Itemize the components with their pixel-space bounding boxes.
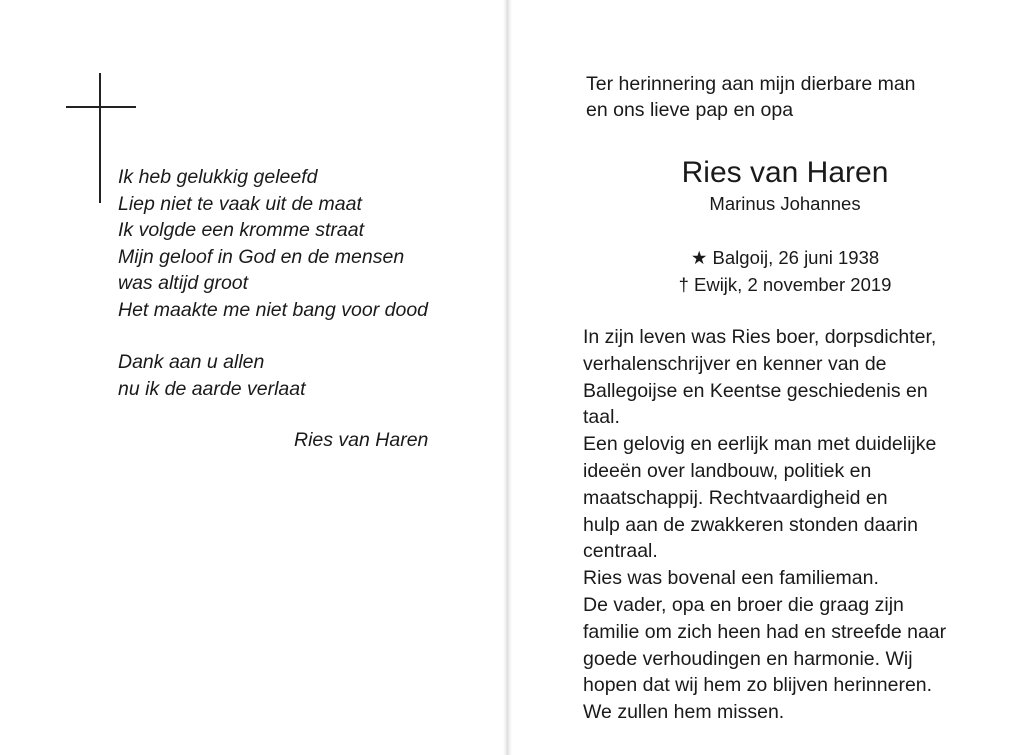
cross-horizontal-bar <box>66 106 136 108</box>
bio-line: ideeën over landbouw, politiek en <box>583 459 872 482</box>
poem-line: Ik volgde een kromme straat <box>118 219 365 241</box>
biography <box>583 324 946 726</box>
poem-line: Ik heb gelukkig geleefd <box>118 166 318 188</box>
bio-line: familie om zich heen had en streefde naar <box>583 620 947 643</box>
bio-line: verhalenschrijver en kenner van de <box>583 352 887 375</box>
poem-line: Mijn geloof in God en de mensen <box>118 245 405 268</box>
bio-line: maatschappij. Rechtvaardigheid en <box>583 486 888 509</box>
bio-line: hulp aan de zwakkeren stonden daarin <box>583 513 918 536</box>
given-names: Marinus Johannes <box>709 193 861 214</box>
thanks-verse <box>118 349 306 402</box>
bio-line: In zijn leven was Ries boer, dorpsdichter, <box>583 326 937 348</box>
intro-line: en ons lieve pap en opa <box>586 99 794 121</box>
birth-date: ★ Balgoij, 26 juni 1938 <box>690 247 880 268</box>
poem-line: was altijd groot <box>118 272 249 294</box>
poem-line: Het maakte me niet bang voor dood <box>118 298 429 321</box>
bio-line: Ballegoijse en Keentse geschiedenis en <box>583 379 928 402</box>
deceased-name: Ries van Haren <box>681 156 889 189</box>
bio-line: goede verhoudingen en harmonie. Wij <box>583 647 913 670</box>
bio-line: taal. <box>583 406 620 429</box>
card-fold <box>503 0 512 755</box>
bio-line: Een gelovig en eerlijk man met duidelijke <box>583 433 937 456</box>
cross-vertical-bar <box>99 73 101 203</box>
death-date: † Ewijk, 2 november 2019 <box>678 274 892 295</box>
intro-line: Ter herinnering aan mijn dierbare man <box>586 73 916 95</box>
bio-line: De vader, opa en broer die graag zijn <box>583 593 904 616</box>
bio-line: Ries was bovenal een familieman. <box>583 567 879 590</box>
bio-line: hopen dat wij hem zo blijven herinneren. <box>583 674 933 697</box>
bio-line: We zullen hem missen. <box>583 701 785 724</box>
remembrance-intro <box>586 71 916 123</box>
thanks-line: nu ik de aarde verlaat <box>118 377 306 400</box>
poem-line: Liep niet te vaak uit de maat <box>118 192 362 215</box>
thanks-line: Dank aan u allen <box>118 351 265 373</box>
bio-line: centraal. <box>583 540 658 563</box>
life-dates <box>600 244 970 298</box>
poem-signature: Ries van Haren <box>294 429 429 451</box>
poem <box>118 164 428 323</box>
